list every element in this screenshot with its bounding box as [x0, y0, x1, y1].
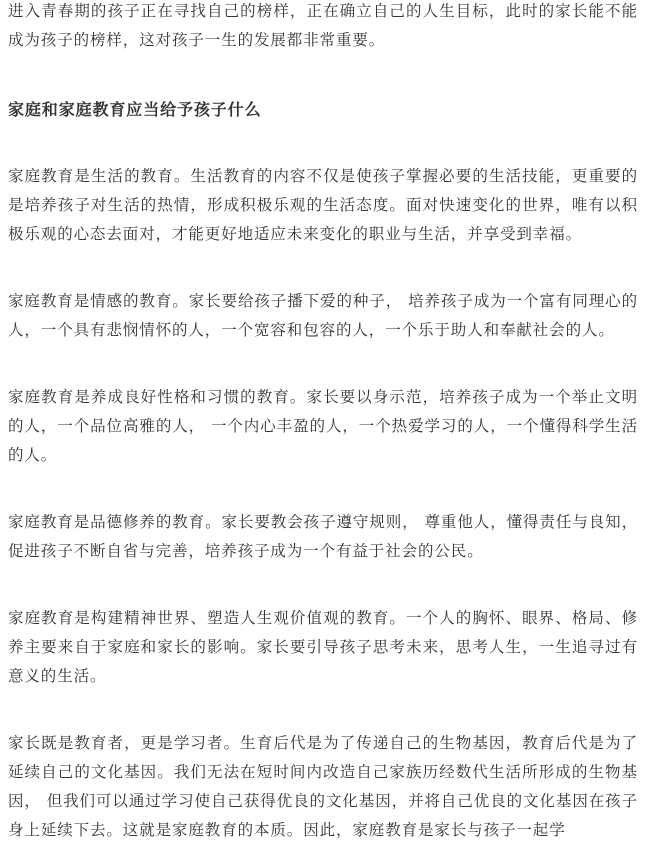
paragraph-moral-education: 家庭教育是品德修养的教育。家长要教会孩子遵守规则， 尊重他人，懂得责任与良知，促进孩子不断自省与完善，培养孩子成为一个有益于社会的公民。: [8, 513, 638, 560]
paragraph-spiritual-education: 家庭教育是构建精神世界、塑造人生观价值观的教育。一个人的胸怀、眼界、格局、修养主要来自于家庭和家长的影响。家长要引导孩子思考未来，思考人生，一生追寻过有意义的生活。: [8, 609, 638, 685]
paragraph-parents-learners: 家长既是教育者，更是学习者。生育后代是为了传递自己的生物基因，教育后代是为了延续自己的文化基因。我们无法在短时间内改造自己家族历经数代生活所形成的生物基因， 但我们可以通过学习使自己获得优良的文化基因，并将自己优良的文化基因在孩子身上延续下去。这就是家庭教育的本质。因此，家庭教育是家长与孩子一起学: [8, 734, 638, 839]
paragraph-life-education: 家庭教育是生活的教育。生活教育的内容不仅是使孩子掌握必要的生活技能，更重要的是培养孩子对生活的热情，形成积极乐观的生活态度。面对快速变化的世界，唯有以积极乐观的心态去面对，才能更好地适应未来变化的职业与生活，并享受到幸福。: [8, 167, 638, 243]
spacer: [8, 124, 638, 162]
spacer: [8, 345, 638, 383]
intro-paragraph: 进入青春期的孩子正在寻找自己的榜样，正在确立自己的人生目标，此时的家长能不能成为孩子的榜样，这对孩子一生的发展都非常重要。: [8, 2, 638, 49]
section-heading: 家庭和家庭教育应当给予孩子什么: [8, 100, 262, 119]
paragraph-emotional-education: 家庭教育是情感的教育。家长要给孩子播下爱的种子， 培养孩子成为一个富有同理心的人，一个具有悲悯情怀的人，一个宽容和包容的人，一个乐于助人和奉献社会的人。: [8, 292, 638, 339]
spacer: [8, 691, 638, 729]
spacer: [8, 55, 638, 95]
spacer: [8, 249, 638, 287]
spacer: [8, 470, 638, 508]
article-body: [8, 0, 638, 845]
spacer: [8, 566, 638, 604]
paragraph-habits-education: 家庭教育是养成良好性格和习惯的教育。家长要以身示范，培养孩子成为一个举止文明的人，一个品位高雅的人， 一个内心丰盈的人，一个热爱学习的人，一个懂得科学生活的人。: [8, 388, 638, 464]
